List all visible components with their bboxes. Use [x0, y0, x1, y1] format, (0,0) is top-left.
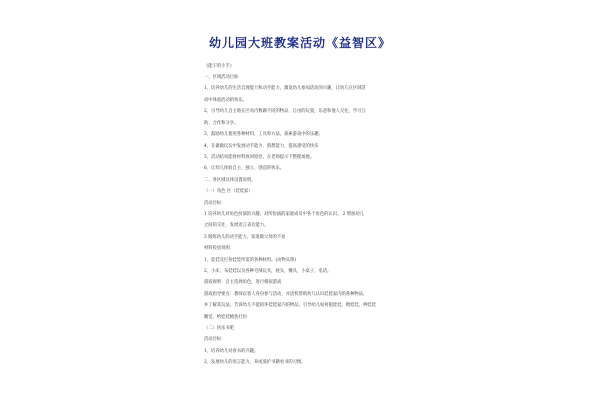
text-line: 2、引导幼儿自主地在区角内数踢不同的物品，自由的玩耍，乐意和他人交往，学习互 — [204, 109, 366, 114]
text-line: 5、活动结束能将材料放回原处，在老师提示下整理场地。 — [204, 155, 315, 160]
text-line: 游戏规则：自主选择角色，进行模拟游戏 — [204, 280, 282, 285]
text-line: 2、发展幼儿的语言能力，养成爱护书籍看书的习惯。 — [204, 360, 306, 365]
text-line: 1、培养幼儿的生活自理能力和动手能力，激发幼儿参加活动的兴趣，让幼儿在区域活 — [204, 86, 366, 91]
text-line: 材料投放说明： — [204, 246, 235, 251]
text-line: 二、各区域具体设置说明。 — [204, 178, 256, 183]
text-line: 1、娃娃及打扮娃娃所需的各种材料。(动物头饰) — [204, 258, 297, 263]
text-line: （一）角色 区（娃娃家） — [204, 189, 253, 194]
text-line: 助、合作和分享。 — [204, 121, 239, 126]
text-line: 之间的交往，发展语言表达能力。 — [204, 223, 269, 228]
text-line: 1、培养幼儿对看书的兴趣。 — [204, 349, 259, 354]
text-line: 活动目标： — [204, 201, 226, 206]
text-line: 一、区域活动目标 — [204, 75, 239, 80]
text-line: 6、让幼儿体验自主、独立、创造的快乐。 — [204, 166, 285, 171]
text-line: 3、鼓励幼儿使用各种材料、工具和方法，探索游戏中的乐趣。 — [204, 132, 323, 137]
text-line: 活动目标： — [204, 337, 226, 342]
page-title: 幼儿园大班教案活动《益智区》 — [208, 36, 391, 50]
text-line: 动中体验活动的快乐。 — [204, 98, 247, 103]
text-line: 2、小床、布娃娃以及各种毛绒玩具，枕头，餐具，小桌子，电话。 — [204, 269, 332, 274]
text-line: 4、在做做玩玩中发展动手能力、猜想能力，提高感受的快乐 — [204, 144, 319, 149]
text-line: 游戏指导要点：教师以客人身份参与活动，并适机帮助幼儿认识娃娃家内的各种物品， — [204, 292, 368, 297]
text-line: 《能干的小手》 — [204, 64, 235, 69]
text-line: 睡觉，给娃娃梳妆打扮 — [204, 315, 247, 320]
text-line: 1 培养幼儿对角色扮演的兴趣，对所扮演的家庭成员中各个角色的认识。 2 增加幼儿 — [204, 212, 364, 217]
text-line: 3 锻炼幼儿的动手能力，知道做父母的不易 — [204, 235, 286, 240]
text-line: 并了解其玩法，告诉幼儿不能损坏娃娃家内的物品。引导幼儿如何抱娃娃，喂娃娃，哄娃娃 — [204, 303, 376, 308]
text-line: （二）快乐书吧 — [204, 326, 235, 331]
